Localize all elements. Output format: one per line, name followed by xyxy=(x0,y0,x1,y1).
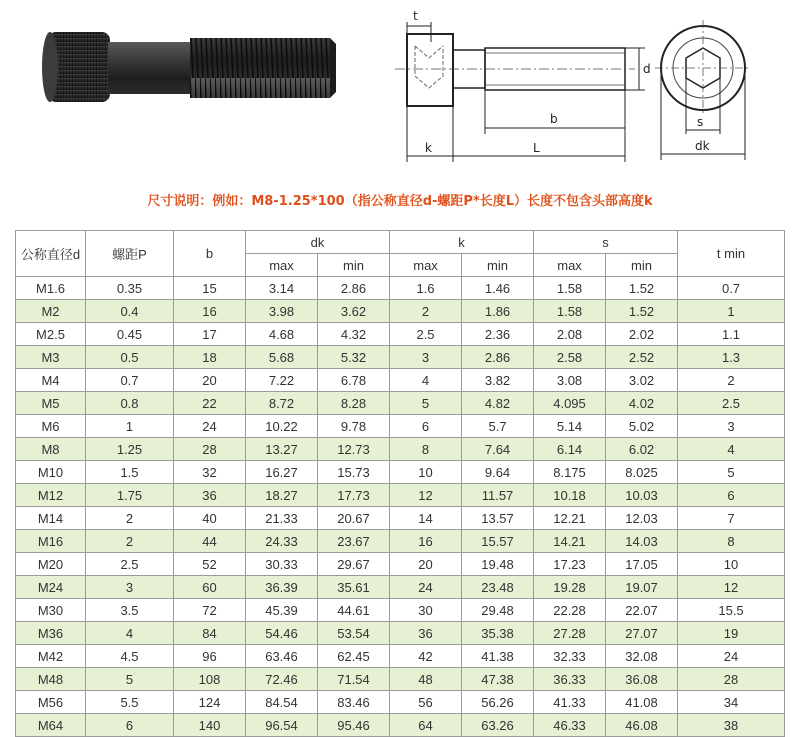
cell-s-min: 41.08 xyxy=(606,691,678,714)
cell-b: 15 xyxy=(174,277,246,300)
cell-pitch: 4 xyxy=(86,622,174,645)
cell-s-max: 1.58 xyxy=(534,300,606,323)
header-dk-min: min xyxy=(318,254,390,277)
cell-b: 16 xyxy=(174,300,246,323)
cell-b: 24 xyxy=(174,415,246,438)
cell-k-max: 1.6 xyxy=(390,277,462,300)
table-row xyxy=(16,484,785,507)
cell-t-min: 15.5 xyxy=(678,599,785,622)
cell-b: 72 xyxy=(174,599,246,622)
cell-dk-min: 83.46 xyxy=(318,691,390,714)
cell-k-max: 30 xyxy=(390,599,462,622)
cell-k-min: 47.38 xyxy=(462,668,534,691)
cell-nominal: M2.5 xyxy=(16,323,86,346)
table-header xyxy=(16,231,785,277)
cell-k-min: 2.36 xyxy=(462,323,534,346)
cell-b: 52 xyxy=(174,553,246,576)
cell-s-max: 3.08 xyxy=(534,369,606,392)
table-row xyxy=(16,622,785,645)
cell-dk-max: 36.39 xyxy=(246,576,318,599)
size-caption: 尺寸说明：例如：M8-1.25*100（指公称直径d-螺距P*长度L）长度不包含头部高度k xyxy=(147,194,653,209)
cell-dk-min: 29.67 xyxy=(318,553,390,576)
cell-k-min: 2.86 xyxy=(462,346,534,369)
cell-t-min: 1.3 xyxy=(678,346,785,369)
cell-s-max: 5.14 xyxy=(534,415,606,438)
cell-s-min: 17.05 xyxy=(606,553,678,576)
table-row xyxy=(16,714,785,737)
cell-pitch: 3.5 xyxy=(86,599,174,622)
table-row xyxy=(16,323,785,346)
cell-k-max: 56 xyxy=(390,691,462,714)
cell-nominal: M48 xyxy=(16,668,86,691)
cell-b: 140 xyxy=(174,714,246,737)
cell-k-min: 13.57 xyxy=(462,507,534,530)
cell-dk-min: 23.67 xyxy=(318,530,390,553)
cell-s-min: 36.08 xyxy=(606,668,678,691)
cell-dk-max: 8.72 xyxy=(246,392,318,415)
cell-b: 28 xyxy=(174,438,246,461)
figure-area xyxy=(0,0,800,185)
cell-t-min: 38 xyxy=(678,714,785,737)
cell-k-min: 63.26 xyxy=(462,714,534,737)
cell-t-min: 12 xyxy=(678,576,785,599)
cell-k-min: 1.86 xyxy=(462,300,534,323)
cell-k-min: 41.38 xyxy=(462,645,534,668)
table-row xyxy=(16,530,785,553)
cell-s-max: 14.21 xyxy=(534,530,606,553)
cell-t-min: 19 xyxy=(678,622,785,645)
table-row xyxy=(16,438,785,461)
cell-nominal: M6 xyxy=(16,415,86,438)
cell-dk-min: 8.28 xyxy=(318,392,390,415)
cell-k-max: 14 xyxy=(390,507,462,530)
cell-pitch: 5 xyxy=(86,668,174,691)
cell-dk-max: 5.68 xyxy=(246,346,318,369)
cell-k-min: 7.64 xyxy=(462,438,534,461)
cell-s-min: 4.02 xyxy=(606,392,678,415)
cell-pitch: 1.5 xyxy=(86,461,174,484)
table-row xyxy=(16,277,785,300)
cell-dk-min: 44.61 xyxy=(318,599,390,622)
cell-dk-min: 2.86 xyxy=(318,277,390,300)
cell-nominal: M4 xyxy=(16,369,86,392)
cell-b: 124 xyxy=(174,691,246,714)
cell-k-min: 1.46 xyxy=(462,277,534,300)
table-row xyxy=(16,553,785,576)
cell-t-min: 6 xyxy=(678,484,785,507)
table-row xyxy=(16,346,785,369)
cell-dk-max: 16.27 xyxy=(246,461,318,484)
cell-k-min: 19.48 xyxy=(462,553,534,576)
cell-t-min: 34 xyxy=(678,691,785,714)
cell-k-min: 9.64 xyxy=(462,461,534,484)
cell-s-min: 8.025 xyxy=(606,461,678,484)
cell-k-max: 20 xyxy=(390,553,462,576)
cell-pitch: 6 xyxy=(86,714,174,737)
technical-drawing xyxy=(395,2,795,182)
header-nominal-diameter: 公称直径d xyxy=(16,231,86,277)
cell-s-min: 22.07 xyxy=(606,599,678,622)
cell-nominal: M30 xyxy=(16,599,86,622)
cell-dk-min: 9.78 xyxy=(318,415,390,438)
cell-s-max: 2.58 xyxy=(534,346,606,369)
label-s: s xyxy=(697,115,704,129)
table-body xyxy=(16,277,785,737)
cell-k-max: 6 xyxy=(390,415,462,438)
cell-t-min: 3 xyxy=(678,415,785,438)
cell-b: 22 xyxy=(174,392,246,415)
cell-k-max: 5 xyxy=(390,392,462,415)
cell-k-min: 5.7 xyxy=(462,415,534,438)
header-k-max: max xyxy=(390,254,462,277)
header-s: s xyxy=(534,231,678,254)
cell-dk-max: 45.39 xyxy=(246,599,318,622)
cell-s-max: 4.095 xyxy=(534,392,606,415)
table-row xyxy=(16,392,785,415)
table-row xyxy=(16,645,785,668)
cell-k-min: 3.82 xyxy=(462,369,534,392)
cell-s-max: 10.18 xyxy=(534,484,606,507)
cell-b: 32 xyxy=(174,461,246,484)
label-L: L xyxy=(533,141,540,155)
cell-nominal: M56 xyxy=(16,691,86,714)
cell-t-min: 1.1 xyxy=(678,323,785,346)
cell-s-min: 6.02 xyxy=(606,438,678,461)
cell-t-min: 24 xyxy=(678,645,785,668)
cell-b: 36 xyxy=(174,484,246,507)
cell-nominal: M36 xyxy=(16,622,86,645)
header-b: b xyxy=(174,231,246,277)
cell-t-min: 8 xyxy=(678,530,785,553)
cell-nominal: M8 xyxy=(16,438,86,461)
cell-dk-max: 4.68 xyxy=(246,323,318,346)
cell-s-min: 32.08 xyxy=(606,645,678,668)
cell-dk-max: 3.98 xyxy=(246,300,318,323)
cell-dk-min: 95.46 xyxy=(318,714,390,737)
cell-pitch: 2 xyxy=(86,507,174,530)
header-t-min: t min xyxy=(678,231,785,277)
cell-k-max: 4 xyxy=(390,369,462,392)
cell-s-min: 27.07 xyxy=(606,622,678,645)
cell-s-min: 2.52 xyxy=(606,346,678,369)
cell-s-min: 1.52 xyxy=(606,300,678,323)
cell-t-min: 4 xyxy=(678,438,785,461)
cell-s-min: 3.02 xyxy=(606,369,678,392)
cell-pitch: 0.35 xyxy=(86,277,174,300)
cell-pitch: 5.5 xyxy=(86,691,174,714)
label-b: b xyxy=(550,112,558,126)
cell-dk-min: 5.32 xyxy=(318,346,390,369)
cell-k-max: 10 xyxy=(390,461,462,484)
cell-pitch: 1.75 xyxy=(86,484,174,507)
cell-dk-max: 18.27 xyxy=(246,484,318,507)
spec-table xyxy=(15,230,785,737)
cell-s-max: 22.28 xyxy=(534,599,606,622)
cell-nominal: M14 xyxy=(16,507,86,530)
table-row xyxy=(16,691,785,714)
cell-nominal: M10 xyxy=(16,461,86,484)
table-row xyxy=(16,300,785,323)
cell-k-min: 56.26 xyxy=(462,691,534,714)
table-row xyxy=(16,599,785,622)
cell-k-min: 35.38 xyxy=(462,622,534,645)
cell-s-min: 46.08 xyxy=(606,714,678,737)
cell-pitch: 4.5 xyxy=(86,645,174,668)
cell-dk-max: 7.22 xyxy=(246,369,318,392)
cell-s-min: 5.02 xyxy=(606,415,678,438)
cell-b: 40 xyxy=(174,507,246,530)
table-row xyxy=(16,576,785,599)
cell-k-max: 24 xyxy=(390,576,462,599)
cell-s-min: 10.03 xyxy=(606,484,678,507)
cell-pitch: 2.5 xyxy=(86,553,174,576)
header-dk: dk xyxy=(246,231,390,254)
cell-dk-min: 71.54 xyxy=(318,668,390,691)
cell-dk-max: 72.46 xyxy=(246,668,318,691)
cell-k-max: 48 xyxy=(390,668,462,691)
cell-pitch: 0.8 xyxy=(86,392,174,415)
cell-dk-min: 6.78 xyxy=(318,369,390,392)
cell-s-max: 8.175 xyxy=(534,461,606,484)
header-s-max: max xyxy=(534,254,606,277)
cell-dk-max: 21.33 xyxy=(246,507,318,530)
cell-k-max: 36 xyxy=(390,622,462,645)
cell-b: 84 xyxy=(174,622,246,645)
cell-dk-max: 3.14 xyxy=(246,277,318,300)
table-row xyxy=(16,415,785,438)
cell-pitch: 0.7 xyxy=(86,369,174,392)
bolt-photo xyxy=(30,18,350,118)
cell-t-min: 1 xyxy=(678,300,785,323)
cell-dk-min: 62.45 xyxy=(318,645,390,668)
cell-s-max: 41.33 xyxy=(534,691,606,714)
cell-k-min: 4.82 xyxy=(462,392,534,415)
cell-t-min: 5 xyxy=(678,461,785,484)
cell-t-min: 28 xyxy=(678,668,785,691)
cell-k-min: 29.48 xyxy=(462,599,534,622)
header-k-min: min xyxy=(462,254,534,277)
cell-t-min: 2.5 xyxy=(678,392,785,415)
cell-b: 96 xyxy=(174,645,246,668)
cell-dk-min: 35.61 xyxy=(318,576,390,599)
cell-nominal: M2 xyxy=(16,300,86,323)
cell-k-max: 16 xyxy=(390,530,462,553)
cell-s-min: 2.02 xyxy=(606,323,678,346)
cell-dk-max: 63.46 xyxy=(246,645,318,668)
cell-dk-min: 53.54 xyxy=(318,622,390,645)
cell-k-max: 8 xyxy=(390,438,462,461)
cell-nominal: M3 xyxy=(16,346,86,369)
cell-dk-min: 4.32 xyxy=(318,323,390,346)
cell-s-max: 36.33 xyxy=(534,668,606,691)
cell-dk-max: 84.54 xyxy=(246,691,318,714)
cell-k-max: 2.5 xyxy=(390,323,462,346)
cell-k-max: 2 xyxy=(390,300,462,323)
cell-nominal: M42 xyxy=(16,645,86,668)
header-s-min: min xyxy=(606,254,678,277)
cell-s-min: 19.07 xyxy=(606,576,678,599)
cell-nominal: M5 xyxy=(16,392,86,415)
cell-s-min: 1.52 xyxy=(606,277,678,300)
cell-k-max: 42 xyxy=(390,645,462,668)
cell-s-max: 1.58 xyxy=(534,277,606,300)
cell-k-min: 15.57 xyxy=(462,530,534,553)
label-t: t xyxy=(413,9,418,23)
cell-pitch: 2 xyxy=(86,530,174,553)
cell-k-max: 3 xyxy=(390,346,462,369)
cell-s-max: 12.21 xyxy=(534,507,606,530)
cell-s-max: 6.14 xyxy=(534,438,606,461)
cell-s-max: 19.28 xyxy=(534,576,606,599)
label-k: k xyxy=(425,141,432,155)
cell-nominal: M20 xyxy=(16,553,86,576)
cell-nominal: M64 xyxy=(16,714,86,737)
cell-pitch: 1.25 xyxy=(86,438,174,461)
cell-s-max: 2.08 xyxy=(534,323,606,346)
cell-b: 60 xyxy=(174,576,246,599)
cell-t-min: 7 xyxy=(678,507,785,530)
cell-dk-min: 12.73 xyxy=(318,438,390,461)
header-k: k xyxy=(390,231,534,254)
cell-pitch: 3 xyxy=(86,576,174,599)
label-dk: dk xyxy=(695,139,710,153)
cell-dk-max: 24.33 xyxy=(246,530,318,553)
cell-nominal: M16 xyxy=(16,530,86,553)
cell-s-min: 12.03 xyxy=(606,507,678,530)
cell-t-min: 2 xyxy=(678,369,785,392)
cell-t-min: 10 xyxy=(678,553,785,576)
table-row xyxy=(16,507,785,530)
header-pitch: 螺距P xyxy=(86,231,174,277)
cell-s-max: 46.33 xyxy=(534,714,606,737)
header-dk-max: max xyxy=(246,254,318,277)
cell-t-min: 0.7 xyxy=(678,277,785,300)
cell-s-max: 32.33 xyxy=(534,645,606,668)
cell-k-min: 11.57 xyxy=(462,484,534,507)
cell-pitch: 0.5 xyxy=(86,346,174,369)
cell-b: 20 xyxy=(174,369,246,392)
cell-dk-max: 54.46 xyxy=(246,622,318,645)
cell-nominal: M12 xyxy=(16,484,86,507)
cell-nominal: M1.6 xyxy=(16,277,86,300)
table-row xyxy=(16,461,785,484)
cell-dk-max: 13.27 xyxy=(246,438,318,461)
cell-dk-max: 30.33 xyxy=(246,553,318,576)
table-row xyxy=(16,668,785,691)
cell-pitch: 0.45 xyxy=(86,323,174,346)
cell-b: 108 xyxy=(174,668,246,691)
cell-pitch: 1 xyxy=(86,415,174,438)
cell-dk-min: 20.67 xyxy=(318,507,390,530)
cell-dk-min: 17.73 xyxy=(318,484,390,507)
cell-k-min: 23.48 xyxy=(462,576,534,599)
cell-dk-min: 3.62 xyxy=(318,300,390,323)
cell-b: 18 xyxy=(174,346,246,369)
cell-b: 44 xyxy=(174,530,246,553)
cell-dk-max: 10.22 xyxy=(246,415,318,438)
cell-b: 17 xyxy=(174,323,246,346)
cell-s-max: 27.28 xyxy=(534,622,606,645)
cell-s-max: 17.23 xyxy=(534,553,606,576)
cell-dk-max: 96.54 xyxy=(246,714,318,737)
cell-k-max: 12 xyxy=(390,484,462,507)
label-d: d xyxy=(643,62,651,76)
cell-s-min: 14.03 xyxy=(606,530,678,553)
cell-nominal: M24 xyxy=(16,576,86,599)
cell-k-max: 64 xyxy=(390,714,462,737)
cell-pitch: 0.4 xyxy=(86,300,174,323)
cell-dk-min: 15.73 xyxy=(318,461,390,484)
table-row xyxy=(16,369,785,392)
